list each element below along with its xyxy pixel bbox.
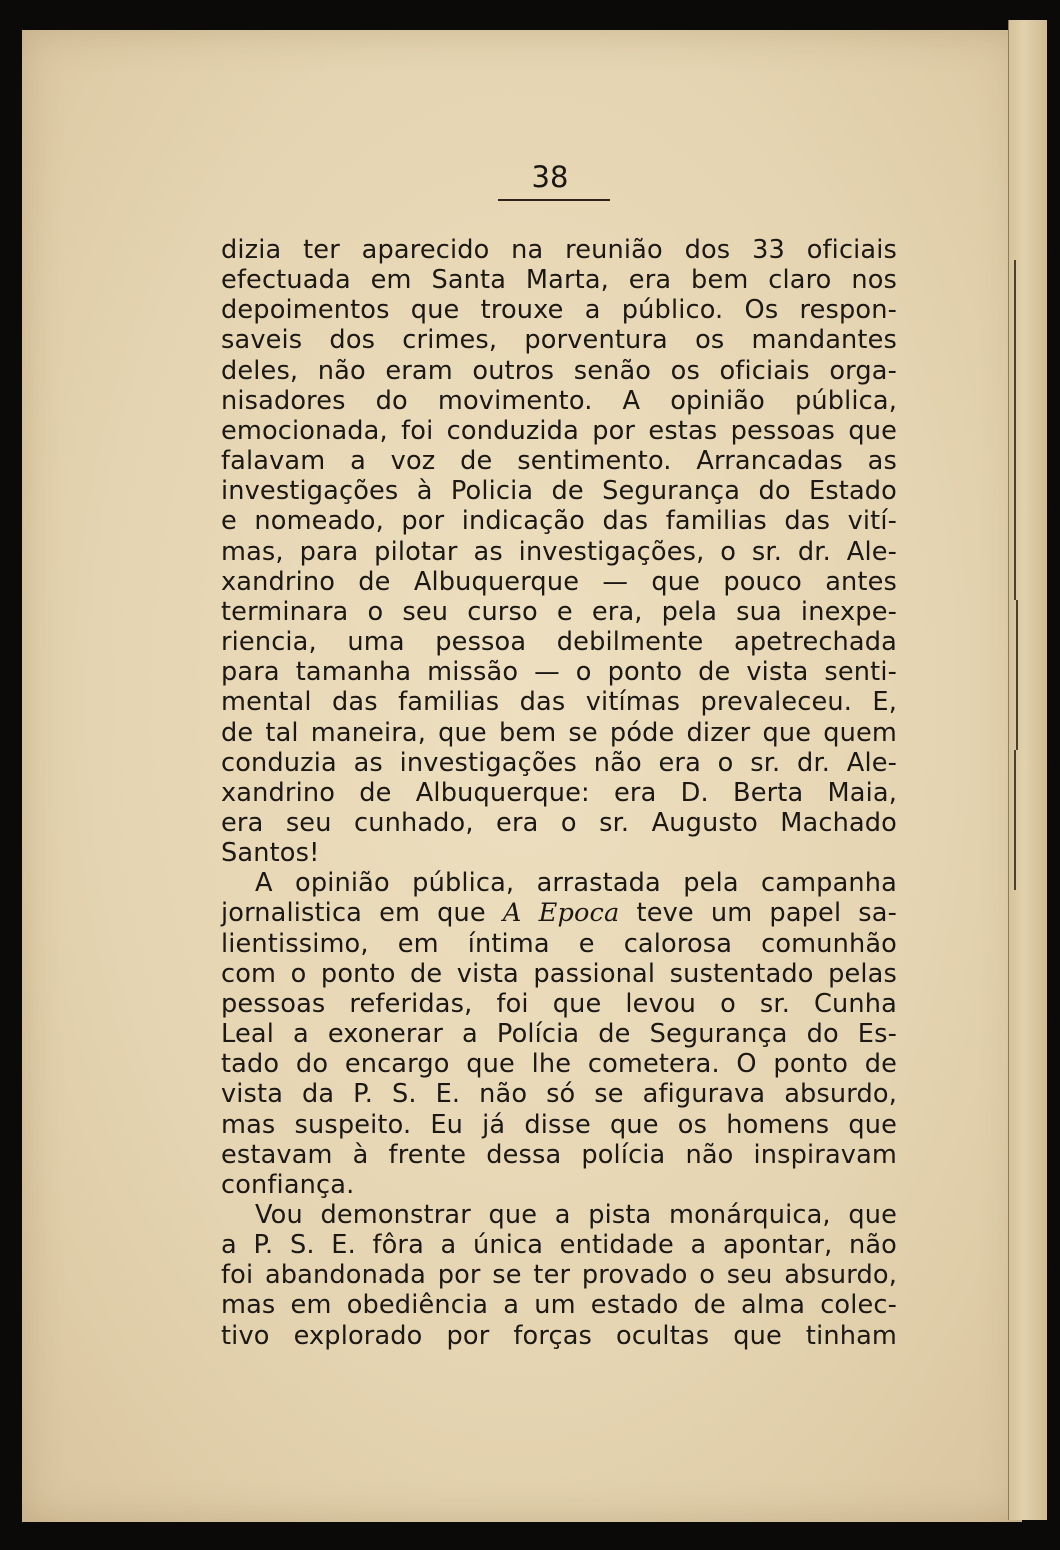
text-line: lientissimo, em íntima e calorosa comunhão xyxy=(221,928,897,959)
body-text xyxy=(221,235,897,1351)
text-line: confiança. xyxy=(221,1169,355,1200)
text-line: dizia ter aparecido na reunião dos 33 oficiais xyxy=(221,235,897,265)
edge-mark xyxy=(1014,750,1016,890)
page-number: 38 xyxy=(531,160,569,194)
text-line: para tamanha missão — o ponto de vista senti- xyxy=(221,657,897,688)
text-line: emocionada, foi conduzida por estas pessoas que xyxy=(221,415,897,446)
text-line: mas suspeito. Eu já disse que os homens que xyxy=(221,1109,897,1140)
text-line: de tal maneira, que bem se póde dizer que quem xyxy=(221,717,897,748)
text-line: nisadores do movimento. A opinião pública, xyxy=(221,385,897,416)
text-line: foi abandonada por se ter provado o seu absurdo, xyxy=(221,1260,897,1291)
text-line: riencia, uma pessoa debilmente apetrechada xyxy=(221,627,897,658)
text-line: tivo explorado por forças ocultas que tinham xyxy=(221,1320,897,1351)
text-line: saveis dos crimes, porventura os mandantes xyxy=(221,325,897,356)
text-line: xandrino de Albuquerque — que pouco antes xyxy=(221,566,897,597)
text-line: com o ponto de vista passional sustentado pelas xyxy=(221,958,897,989)
text-line: mas, para pilotar as investigações, o sr. dr. Ale- xyxy=(221,536,897,567)
newspaper-title: A Epoca xyxy=(502,898,620,929)
text-line: depoimentos que trouxe a público. Os respon- xyxy=(221,295,897,326)
text-line: e nomeado, por indicação das familias das vití- xyxy=(221,506,897,537)
text-line-with-italic xyxy=(221,898,897,928)
text-line: estavam à frente dessa polícia não inspiravam xyxy=(221,1139,897,1170)
text-line: mental das familias das vitímas prevaleceu. E, xyxy=(221,687,897,718)
text-line: xandrino de Albuquerque: era D. Berta Maia, xyxy=(221,777,897,808)
text-line: mas em obediência a um estado de alma colec- xyxy=(221,1290,897,1321)
text-fragment: teve um papel sa- xyxy=(619,898,897,929)
text-line: conduzia as investigações não era o sr. dr. Ale- xyxy=(221,747,897,778)
text-line: a P. S. E. fôra a única entidade a apontar, não xyxy=(221,1230,897,1261)
text-line: Vou demonstrar que a pista monárquica, que xyxy=(255,1200,897,1230)
text-line: vista da P. S. E. não só se afigurava absurdo, xyxy=(221,1079,897,1110)
edge-mark xyxy=(1016,600,1018,750)
page-number-rule xyxy=(498,199,610,201)
text-fragment: jornalistica em que xyxy=(221,898,503,929)
text-line: A opinião pública, arrastada pela campanha xyxy=(255,868,897,899)
text-line: Santos! xyxy=(221,838,320,869)
text-line: pessoas referidas, foi que levou o sr. Cunha xyxy=(221,988,897,1019)
text-line: Leal a exonerar a Polícia de Segurança do Es- xyxy=(221,1019,897,1050)
edge-mark xyxy=(1014,260,1016,600)
text-line: tado do encargo que lhe cometera. O ponto de xyxy=(221,1049,897,1080)
text-line: efectuada em Santa Marta, era bem claro nos xyxy=(221,265,897,296)
text-line: investigações à Policia de Segurança do Estado xyxy=(221,476,897,507)
text-line: era seu cunhado, era o sr. Augusto Machado xyxy=(221,807,897,838)
text-line: terminara o seu curso e era, pela sua inexpe- xyxy=(221,596,897,627)
text-line: deles, não eram outros senão os oficiais orga- xyxy=(221,355,897,386)
text-line: falavam a voz de sentimento. Arrancadas as xyxy=(221,446,897,477)
